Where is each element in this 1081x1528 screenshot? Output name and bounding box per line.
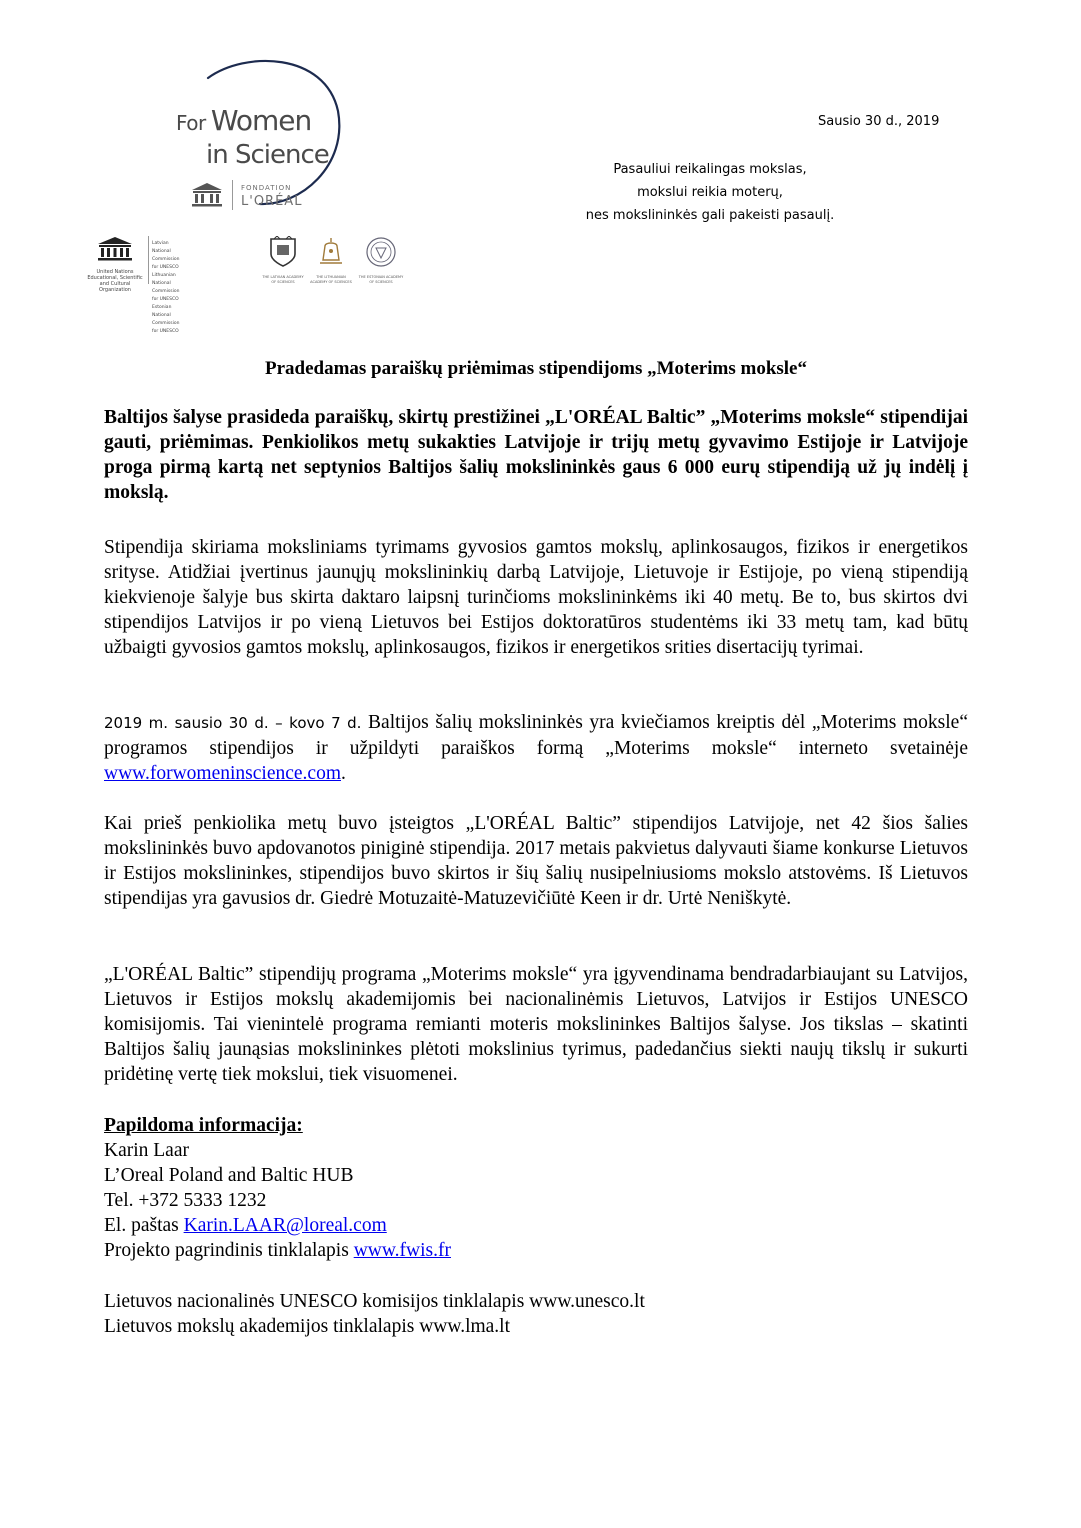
estonian-academy-logo (358, 236, 404, 284)
lithuanian-academy-caption: THE LITHUANIAN ACADEMY OF SCIENCES (310, 275, 352, 284)
lithuanian-academy-logo (308, 236, 354, 284)
article-lead: Baltijos šalyse prasideda paraiškų, skirtų prestižinei „L'ORÉAL Baltic” „Moterims moksle“ stipendijai gauti, priėmimas. Penkiolikos metų sukakties Latvijoje ir trijų metų gyvavimo Estijoje ir Latvijoje proga pirmą kartą net septynios Baltijos šalių mokslininkės gaus 6 000 eurų stipendiją už jų indėlį į mokslą. (104, 407, 968, 503)
paragraph-2 (104, 710, 968, 786)
unesco-website-line: Lietuvos nacionalinės UNESCO komisijos tinklalapis www.unesco.lt (104, 1291, 645, 1312)
latvian-academy-crest-icon (268, 236, 298, 268)
lithuanian-academy-bell-icon (316, 236, 346, 268)
email-label: El. paštas (104, 1215, 184, 1236)
latvian-academy-logo (260, 236, 306, 284)
forwomeninscience-link[interactable]: www.forwomeninscience.com (104, 763, 341, 784)
divider (232, 180, 233, 210)
estonian-academy-caption: THE ESTONIAN ACADEMY OF SCIENCES (358, 275, 404, 284)
unesco-icon (95, 236, 135, 262)
logo-in-science: in Science (206, 140, 329, 170)
contact-heading: Papildoma informacija: (104, 1115, 303, 1136)
footer-websites (104, 1289, 968, 1339)
unesco-caption: United Nations Educational, Scientific and Cultural Organization (87, 269, 143, 293)
paragraph-4: „L'ORÉAL Baltic” stipendijų programa „Moterims moksle“ yra įgyvendinama bendradarbiaujant su Latvijos, Lietuvos ir Estijos mokslų akademijomis bei nacionalinėmis Lietuvos, Latvijos ir Estijos UNESCO komisijomis. Tai vienintelė programa remianti moteris mokslininkes Baltijos šalyse. Jos tikslas – skatinti Baltijos šalių jaunąsias mokslininkes plėtoti mokslinius tyrimus, padedančius siekti naujų tikslų ir sukurti pridėtinę vertę tiek mokslui, tiek visuomenei. (104, 964, 968, 1085)
unesco-temple-icon (190, 181, 224, 209)
contact-site-row (104, 1238, 968, 1263)
commission-lithuania: Lithuanian National Commission for UNESCO (152, 273, 180, 302)
contact-email-row (104, 1213, 968, 1238)
email-link[interactable]: Karin.LAAR@loreal.com (183, 1215, 387, 1236)
national-commissions (152, 240, 179, 336)
contact-company: L’Oreal Poland and Baltic HUB (104, 1165, 354, 1186)
divider (148, 236, 149, 284)
article-headline: Pradedamas paraiškų priėmimas stipendijoms „Moterims moksle“ (264, 358, 807, 379)
loreal-label: L'ORÉAL (241, 194, 303, 209)
commission-latvia: Latvian National Commission for UNESCO (152, 241, 180, 270)
foundation-wordmark (241, 182, 302, 208)
motto-line: nes mokslininkės gali pakeisti pasaulį. (585, 208, 835, 223)
foundation-loreal (190, 180, 302, 210)
site-label: Projekto pagrindinis tinklalapis (104, 1240, 354, 1261)
motto-line: Pasauliui reikalingas mokslas, (613, 162, 807, 177)
fwis-site-link[interactable]: www.fwis.fr (353, 1240, 451, 1261)
paragraph-2-end: . (341, 763, 346, 784)
contact-name: Karin Laar (104, 1140, 189, 1161)
contact-info (104, 1113, 968, 1263)
logo-for: For (176, 111, 206, 135)
contact-phone: Tel. +372 5333 1232 (104, 1190, 267, 1211)
foundation-label: FONDATION (241, 184, 292, 192)
latvian-academy-caption: THE LATVIAN ACADEMY OF SCIENCES (262, 275, 304, 284)
motto-line: mokslui reikia moterų, (637, 185, 783, 200)
paragraph-3: Kai prieš penkiolika metų buvo įsteigtos „L'ORÉAL Baltic” stipendijos Latvijoje, net 42 šios šalies mokslininkės buvo apdovanotos piniginė stipendija. 2017 metais pakvietus dalyvauti šiame konkurse Lietuvos ir Estijos mokslininkes, stipendijos buvo skirtos ir šių šalių nusipelniusioms mokslo atstovėms. Iš Lietuvos stipendijas yra gavusios dr. Giedrė Motuzaitė-Matuzevičiūtė Keen ir dr. Urtė Neniškytė. (104, 813, 968, 909)
commission-estonia: Estonian National Commission for UNESCO (152, 305, 180, 334)
document-date: Sausio 30 d., 2019 (818, 114, 940, 129)
lma-website-line: Lietuvos mokslų akademijos tinklalapis www.lma.lt (104, 1316, 511, 1337)
motto (540, 158, 880, 227)
logo-wordmark (176, 106, 329, 170)
paragraph-1: Stipendija skiriama moksliniams tyrimams gyvosios gamtos mokslų, aplinkosaugos, fizikos ir energetikos srityse. Atidžiai įvertinus jaunųjų mokslininkių darbą Latvijoje, Lietuvoje ir Estijoje, po vieną stipendiją kiekvienoje šalyje bus skirta daktaro laipsnį turinčioms mokslininkėms iki 40 metų. Be to, bus skirtos dvi stipendijos Latvijos ir po vieną Lietuvos bei Estijos doktoratūros studentėms iki 33 metų tam, kad būtų užbaigti gyvosios gamtos mokslų, aplinkosaugos, fizikos ir energetikos srities disertacijų tyrimai. (104, 537, 968, 658)
paragraph-2-text: Baltijos šalių mokslininkės yra kviečiamos kreiptis dėl „Moterims moksle“ programos stipendijos ir užpildyti paraiškos formą „Moterims moksle“ interneto svetainėje (104, 712, 968, 759)
unesco-logo (84, 236, 146, 293)
application-period: 2019 m. sausio 30 d. – kovo 7 d. (104, 714, 362, 732)
estonian-academy-seal-icon (365, 236, 397, 268)
logo-women: Women (210, 104, 312, 137)
